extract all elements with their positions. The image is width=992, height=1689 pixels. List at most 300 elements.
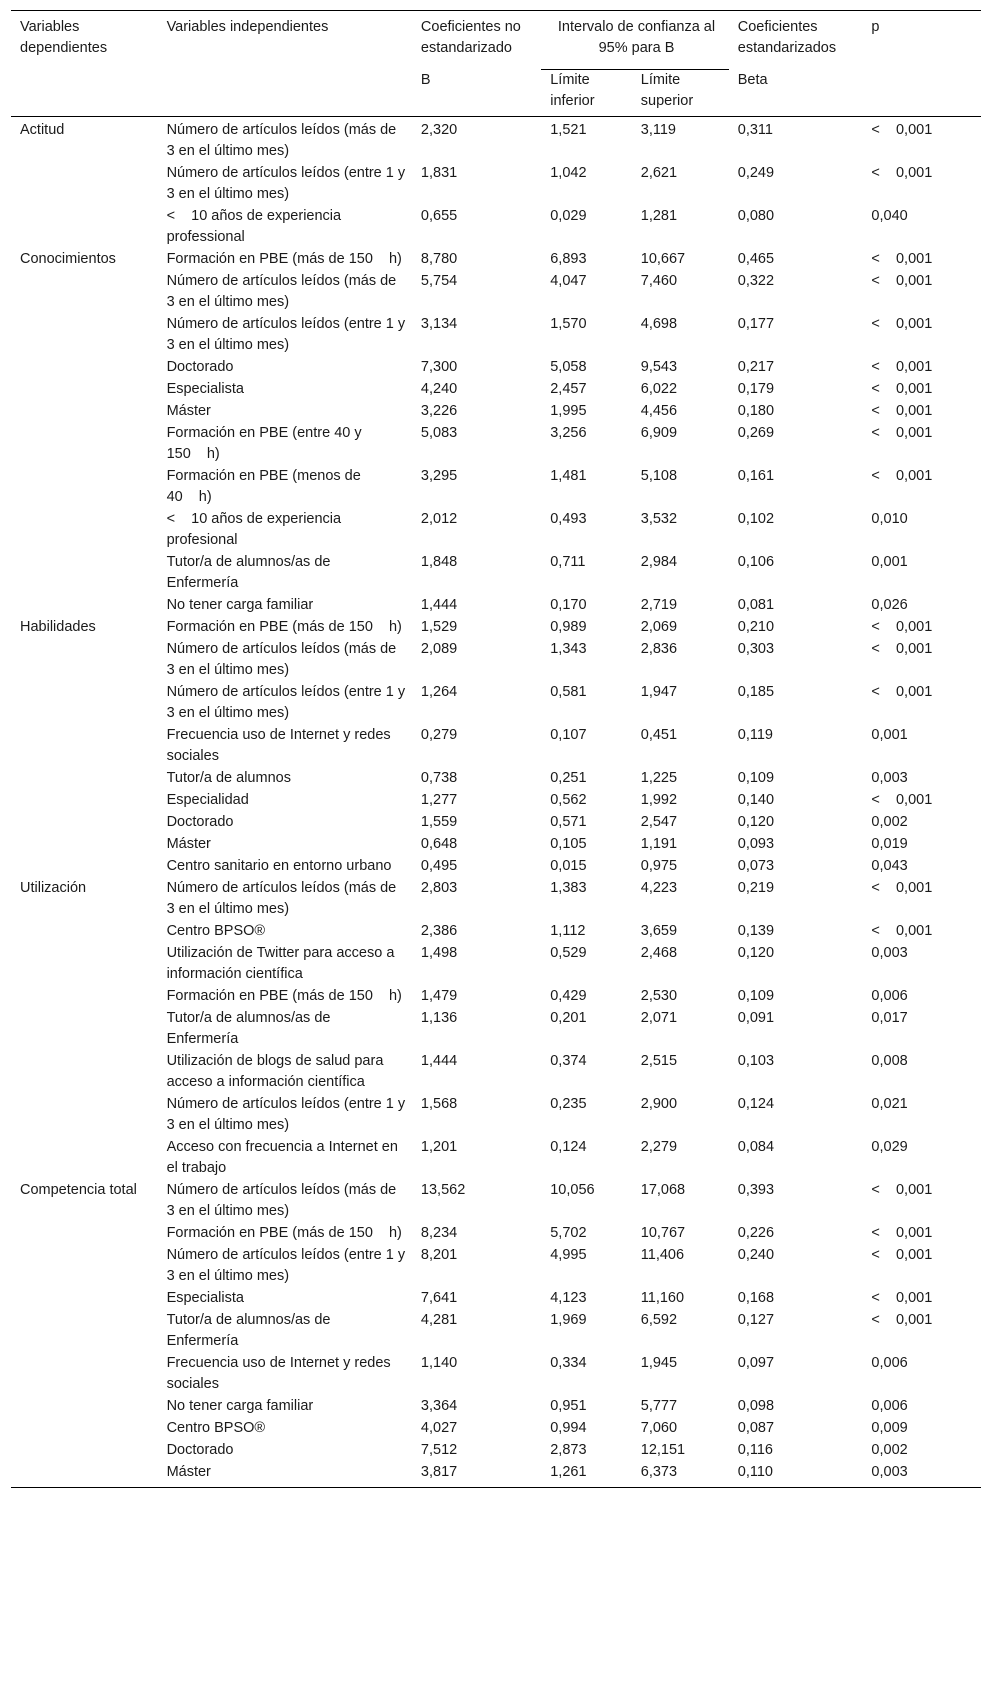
b-cell: 1,568 [420,1096,458,1112]
table-row [11,1417,981,1439]
beta-cell: 0,116 [737,1442,773,1458]
p-value-cell: 0,021 [871,1096,908,1112]
b-cell: 0,738 [420,770,458,786]
table-row [11,117,981,163]
dependent-variable-cell [11,789,158,811]
p-value-cell: 0,003 [871,945,908,961]
independent-variable-cell: Acceso con frecuencia a Internet en el trabajo [166,1139,398,1176]
dependent-variable-cell [11,1395,158,1417]
beta-cell: 0,393 [737,1182,775,1198]
header-b: B [412,70,541,117]
independent-variable-cell: Número de artículos leídos (más de 3 en el último mes) [166,273,397,310]
independent-variable-cell: Máster [166,836,211,852]
b-cell: 7,512 [420,1442,458,1458]
p-value-cell: 0,017 [871,1010,908,1026]
table-row [11,985,981,1007]
upper-limit-cell: 2,900 [640,1096,678,1112]
p-value-cell: < 0,001 [871,1247,933,1263]
b-cell: 3,134 [420,316,458,332]
independent-variable-cell: Formación en PBE (más de 150 h) [166,619,402,635]
beta-cell: 0,322 [737,273,775,289]
lower-limit-cell: 0,989 [550,619,587,635]
table-row [11,270,981,313]
table-row [11,920,981,942]
beta-cell: 0,168 [737,1290,775,1306]
p-value-cell: < 0,001 [871,359,933,375]
upper-limit-cell: 4,456 [640,403,678,419]
upper-limit-cell: 1,191 [640,836,678,852]
lower-limit-cell: 1,042 [550,165,587,181]
lower-limit-cell: 0,124 [550,1139,587,1155]
dependent-variable-cell [11,465,158,508]
independent-variable-cell: Formación en PBE (entre 40 y 150 h) [166,425,362,462]
upper-limit-cell: 3,659 [640,923,678,939]
upper-limit-cell: 0,975 [640,858,678,874]
beta-cell: 0,120 [737,945,775,961]
lower-limit-cell: 0,170 [550,597,587,613]
lower-limit-cell: 0,429 [550,988,587,1004]
beta-cell: 0,097 [737,1355,775,1371]
header-row-2 [11,70,981,117]
p-value-cell: < 0,001 [871,381,933,397]
header-spacer-3 [862,70,981,117]
upper-limit-cell: 6,022 [640,381,678,397]
lower-limit-cell: 0,581 [550,684,587,700]
beta-cell: 0,161 [737,468,775,484]
independent-variable-cell: Doctorado [166,814,234,830]
upper-limit-cell: 7,460 [640,273,678,289]
beta-cell: 0,124 [737,1096,775,1112]
dependent-variable-cell [11,811,158,833]
lower-limit-cell: 0,107 [550,727,587,743]
table-row [11,616,981,638]
table-row [11,1179,981,1222]
b-cell: 2,803 [420,880,458,896]
beta-cell: 0,179 [737,381,775,397]
upper-limit-cell: 1,225 [640,770,678,786]
dependent-variable-cell [11,551,158,594]
independent-variable-cell: < 10 años de experiencia professional [166,208,342,245]
beta-cell: 0,110 [729,1461,863,1488]
p-value-cell: 0,010 [871,511,908,527]
lower-limit-cell: 1,995 [550,403,587,419]
dependent-variable-cell [11,205,158,248]
upper-limit-cell: 1,992 [640,792,678,808]
independent-variable-cell: Especialista [166,381,244,397]
table-row [11,162,981,205]
upper-limit-cell: 1,947 [640,684,678,700]
table-row [11,1439,981,1461]
table-row [11,205,981,248]
table-row [11,1050,981,1093]
table-row [11,1352,981,1395]
header-independent-variables: Variables independientes [158,11,412,70]
beta-cell: 0,311 [737,122,773,138]
beta-cell: 0,102 [737,511,775,527]
dependent-variable-cell [11,833,158,855]
beta-cell: 0,103 [737,1053,775,1069]
p-value-cell: 0,001 [871,727,908,743]
dependent-variable-cell [11,356,158,378]
upper-limit-cell: 3,119 [640,122,676,138]
b-cell: 7,641 [420,1290,458,1306]
b-cell: 1,479 [420,988,458,1004]
upper-limit-cell: 6,592 [640,1312,678,1328]
lower-limit-cell: 1,521 [550,122,587,138]
header-upper-limit: Límite superior [632,70,729,117]
p-value-cell: < 0,001 [871,1225,933,1241]
p-value-cell: 0,019 [871,836,908,852]
independent-variable-cell: Frecuencia uso de Internet y redes sociales [166,1355,391,1392]
table-row [11,508,981,551]
beta-cell: 0,127 [737,1312,775,1328]
table-row [11,313,981,356]
b-cell: 4,240 [420,381,458,397]
dependent-variable-cell [11,724,158,767]
regression-table [11,10,981,1488]
b-cell: 1,444 [420,597,458,613]
b-cell: 0,279 [420,727,458,743]
lower-limit-cell: 0,105 [550,836,587,852]
upper-limit-cell: 6,373 [632,1461,729,1488]
lower-limit-cell: 0,015 [550,858,587,874]
upper-limit-cell: 5,777 [640,1398,678,1414]
beta-cell: 0,109 [737,770,775,786]
upper-limit-cell: 4,223 [640,880,678,896]
b-cell: 3,226 [420,403,458,419]
p-value-cell: 0,006 [871,988,908,1004]
b-cell: 1,140 [420,1355,458,1371]
independent-variable-cell: Centro BPSO® [166,1420,266,1436]
independent-variable-cell: Número de artículos leídos (más de 3 en el último mes) [166,122,397,159]
b-cell: 1,559 [420,814,458,830]
table-row [11,811,981,833]
independent-variable-cell: Tutor/a de alumnos/as de Enfermería [166,1312,331,1349]
b-cell: 13,562 [420,1182,466,1198]
lower-limit-cell: 1,969 [550,1312,587,1328]
dependent-variable-cell: Competencia total [20,1182,137,1198]
b-cell: 5,083 [420,425,458,441]
beta-cell: 0,210 [737,619,775,635]
table-row [11,1395,981,1417]
p-value-cell: 0,006 [871,1398,908,1414]
dependent-variable-cell [11,985,158,1007]
p-value-cell: < 0,001 [871,425,933,441]
table-row [11,378,981,400]
lower-limit-cell: 0,235 [550,1096,587,1112]
beta-cell: 0,217 [737,359,775,375]
dependent-variable-cell: Utilización [20,880,87,896]
b-cell: 4,027 [420,1420,458,1436]
b-cell: 1,264 [420,684,458,700]
p-value-cell: < 0,001 [871,684,933,700]
upper-limit-cell: 11,160 [640,1290,685,1306]
beta-cell: 0,073 [737,858,775,874]
lower-limit-cell: 10,056 [550,1182,595,1198]
beta-cell: 0,084 [737,1139,775,1155]
dependent-variable-cell [11,1352,158,1395]
b-cell: 1,529 [420,619,458,635]
independent-variable-cell: Centro sanitario en entorno urbano [166,858,392,874]
upper-limit-cell: 10,767 [640,1225,686,1241]
p-value-cell: < 0,001 [871,1312,933,1328]
lower-limit-cell: 0,374 [550,1053,587,1069]
beta-cell: 0,140 [737,792,775,808]
upper-limit-cell: 9,543 [640,359,678,375]
beta-cell: 0,080 [737,208,775,224]
dependent-variable-cell [11,1244,158,1287]
table-row [11,855,981,877]
dependent-variable-cell [11,1007,158,1050]
beta-cell: 0,091 [737,1010,775,1026]
upper-limit-cell: 2,279 [640,1139,678,1155]
upper-limit-cell: 2,515 [640,1053,678,1069]
independent-variable-cell: Formación en PBE (más de 150 h) [166,988,402,1004]
lower-limit-cell: 0,562 [550,792,587,808]
dependent-variable-cell [11,855,158,877]
p-value-cell: 0,002 [871,814,908,830]
beta-cell: 0,219 [737,880,775,896]
independent-variable-cell: Formación en PBE (más de 150 h) [166,251,402,267]
beta-cell: 0,087 [737,1420,775,1436]
upper-limit-cell: 2,547 [640,814,678,830]
dependent-variable-cell [11,378,158,400]
independent-variable-cell: Utilización de Twitter para acceso a información científica [166,945,395,982]
header-dependent-variables: Variables dependientes [11,11,158,70]
dependent-variable-cell [11,942,158,985]
independent-variable-cell: Formación en PBE (menos de 40 h) [166,468,361,505]
independent-variable-cell: Número de artículos leídos (entre 1 y 3 en el último mes) [166,684,406,721]
independent-variable-cell: < 10 años de experiencia profesional [166,511,342,548]
b-cell: 0,495 [420,858,458,874]
header-unstandardized-coefficients: Coeficientes no estandarizado [412,11,541,70]
lower-limit-cell: 5,702 [550,1225,587,1241]
b-cell: 2,012 [420,511,458,527]
header-spacer-1 [11,70,158,117]
table-row [11,1287,981,1309]
lower-limit-cell: 3,256 [550,425,587,441]
upper-limit-cell: 6,909 [640,425,678,441]
independent-variable-cell: Número de artículos leídos (más de 3 en el último mes) [166,641,397,678]
header-beta: Beta [729,70,863,117]
upper-limit-cell: 1,281 [640,208,678,224]
lower-limit-cell: 5,058 [550,359,587,375]
upper-limit-cell: 2,719 [640,597,678,613]
dependent-variable-cell [11,1417,158,1439]
p-value-cell: < 0,001 [871,1182,933,1198]
table-row [11,1309,981,1352]
independent-variable-cell: Número de artículos leídos (más de 3 en el último mes) [166,1182,397,1219]
p-value-cell: < 0,001 [871,316,933,332]
upper-limit-cell: 5,108 [640,468,678,484]
table-row [11,248,981,270]
table-row [11,1007,981,1050]
dependent-variable-cell [11,681,158,724]
dependent-variable-cell [11,1222,158,1244]
independent-variable-cell: Número de artículos leídos (más de 3 en el último mes) [166,880,397,917]
lower-limit-cell: 4,047 [550,273,587,289]
lower-limit-cell: 4,123 [550,1290,587,1306]
b-cell: 1,498 [420,945,458,961]
dependent-variable-cell [11,162,158,205]
upper-limit-cell: 17,068 [640,1182,686,1198]
independent-variable-cell: Frecuencia uso de Internet y redes sociales [166,727,391,764]
upper-limit-cell: 2,069 [640,619,678,635]
p-value-cell: < 0,001 [871,923,933,939]
b-cell: 3,364 [420,1398,458,1414]
independent-variable-cell: Doctorado [166,1442,234,1458]
lower-limit-cell: 1,112 [550,923,586,939]
table-row [11,681,981,724]
p-value-cell: < 0,001 [871,122,933,138]
p-value-cell: < 0,001 [871,792,933,808]
table-row [11,638,981,681]
lower-limit-cell: 0,029 [550,208,587,224]
dependent-variable-cell: Actitud [20,122,65,138]
b-cell: 1,277 [420,792,458,808]
table-row [11,724,981,767]
p-value-cell: < 0,001 [871,251,933,267]
table-row [11,400,981,422]
dependent-variable-cell [11,594,158,616]
table-row [11,1136,981,1179]
p-value-cell: 0,026 [871,597,908,613]
independent-variable-cell: Tutor/a de alumnos/as de Enfermería [166,1010,331,1047]
dependent-variable-cell [11,400,158,422]
lower-limit-cell: 0,571 [550,814,587,830]
beta-cell: 0,098 [737,1398,775,1414]
upper-limit-cell: 11,406 [640,1247,685,1263]
dependent-variable-cell [11,422,158,465]
dependent-variable-cell [11,1050,158,1093]
lower-limit-cell: 1,570 [550,316,587,332]
table-row [11,833,981,855]
beta-cell: 0,240 [737,1247,775,1263]
lower-limit-cell: 0,529 [550,945,587,961]
b-cell: 8,234 [420,1225,458,1241]
beta-cell: 0,465 [737,251,775,267]
b-cell: 1,831 [420,165,458,181]
table-row [11,1093,981,1136]
beta-cell: 0,249 [737,165,775,181]
beta-cell: 0,185 [737,684,775,700]
header-confidence-interval: Intervalo de confianza al 95% para B [541,11,729,70]
independent-variable-cell: Doctorado [166,359,234,375]
independent-variable-cell: Número de artículos leídos (entre 1 y 3 en el último mes) [166,1247,406,1284]
independent-variable-cell: Formación en PBE (más de 150 h) [166,1225,402,1241]
p-value-cell: < 0,001 [871,165,933,181]
beta-cell: 0,303 [737,641,775,657]
lower-limit-cell: 1,261 [541,1461,632,1488]
dependent-variable-cell [11,1439,158,1461]
beta-cell: 0,120 [737,814,775,830]
p-value-cell: < 0,001 [871,880,933,896]
p-value-cell: < 0,001 [871,468,933,484]
table-row [11,789,981,811]
upper-limit-cell: 7,060 [640,1420,678,1436]
dependent-variable-cell [11,313,158,356]
p-value-cell: < 0,001 [871,403,933,419]
dependent-variable-cell [11,1136,158,1179]
p-value-cell: 0,008 [871,1053,908,1069]
b-cell: 3,817 [412,1461,541,1488]
independent-variable-cell: Número de artículos leídos (entre 1 y 3 en el último mes) [166,165,406,202]
independent-variable-cell: Máster [158,1461,412,1488]
beta-cell: 0,106 [737,554,775,570]
beta-cell: 0,109 [737,988,775,1004]
lower-limit-cell: 4,995 [550,1247,587,1263]
lower-limit-cell: 1,343 [550,641,587,657]
table-row [11,1461,981,1488]
independent-variable-cell: No tener carga familiar [166,597,314,613]
dependent-variable-cell [11,1309,158,1352]
beta-cell: 0,081 [737,597,775,613]
lower-limit-cell: 0,951 [550,1398,587,1414]
lower-limit-cell: 0,251 [550,770,587,786]
upper-limit-cell: 4,698 [640,316,678,332]
lower-limit-cell: 0,493 [550,511,587,527]
p-value-cell: 0,001 [871,554,908,570]
p-value-cell: 0,003 [862,1461,981,1488]
lower-limit-cell: 2,457 [550,381,587,397]
upper-limit-cell: 1,945 [640,1355,678,1371]
upper-limit-cell: 2,836 [640,641,678,657]
p-value-cell: 0,002 [871,1442,908,1458]
independent-variable-cell: Centro BPSO® [166,923,266,939]
lower-limit-cell: 2,873 [550,1442,587,1458]
table-row [11,1222,981,1244]
dependent-variable-cell [11,767,158,789]
lower-limit-cell: 6,893 [550,251,587,267]
independent-variable-cell: Tutor/a de alumnos [166,770,291,786]
dependent-variable-cell: Habilidades [20,619,96,635]
b-cell: 4,281 [420,1312,458,1328]
table-row [11,877,981,920]
dependent-variable-cell: Conocimientos [20,251,116,267]
p-value-cell: 0,043 [871,858,908,874]
beta-cell: 0,093 [737,836,775,852]
independent-variable-cell: Especialista [166,1290,244,1306]
b-cell: 1,444 [420,1053,458,1069]
beta-cell: 0,139 [737,923,775,939]
p-value-cell: 0,006 [871,1355,908,1371]
b-cell: 8,201 [420,1247,458,1263]
independent-variable-cell: Tutor/a de alumnos/as de Enfermería [166,554,331,591]
beta-cell: 0,119 [737,727,773,743]
lower-limit-cell: 1,481 [550,468,587,484]
b-cell: 0,655 [420,208,458,224]
lower-limit-cell: 0,711 [550,554,586,570]
b-cell: 7,300 [420,359,458,375]
dependent-variable-cell [11,1461,158,1488]
header-row-1 [11,11,981,70]
lower-limit-cell: 0,334 [550,1355,587,1371]
beta-cell: 0,226 [737,1225,775,1241]
lower-limit-cell: 1,383 [550,880,587,896]
b-cell: 2,386 [420,923,458,939]
table-body [11,117,981,1488]
upper-limit-cell: 2,621 [640,165,678,181]
upper-limit-cell: 2,071 [640,1010,678,1026]
beta-cell: 0,177 [737,316,775,332]
table-header [11,11,981,117]
table-row [11,551,981,594]
dependent-variable-cell [11,508,158,551]
header-lower-limit: Límite inferior [541,70,632,117]
upper-limit-cell: 2,984 [640,554,678,570]
b-cell: 8,780 [420,251,458,267]
b-cell: 2,089 [420,641,458,657]
